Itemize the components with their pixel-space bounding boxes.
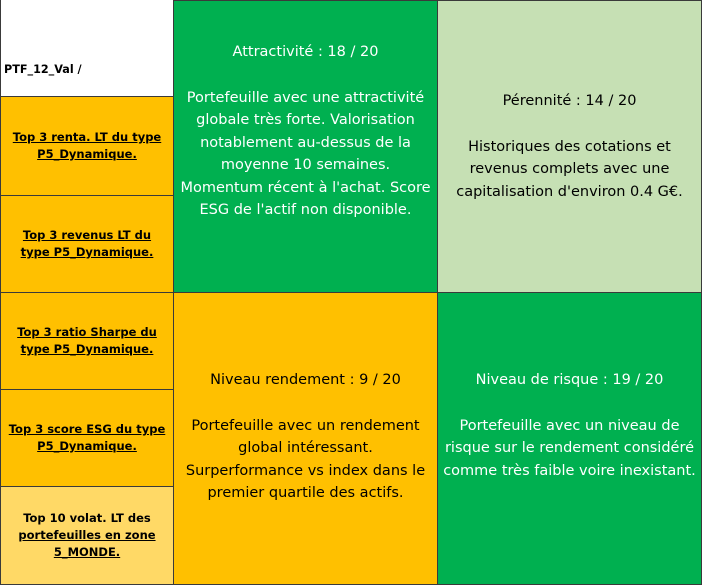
panel-risque [437,292,702,585]
panel-perennite-heading: Pérennité : 14 / 20 [502,93,637,109]
sidebar-item-label[interactable]: Top 3 renta. LT du type P5_Dynamique. [12,130,162,161]
sidebar-item-top10-volat[interactable] [0,486,174,585]
panel-risque-heading: Niveau de risque : 19 / 20 [475,372,664,388]
portfolio-title-line: PTF_12_Val / [4,63,82,77]
sidebar-item-top3-revenus[interactable] [0,195,174,293]
panel-perennite-description: Historiques des cotations et revenus complets avec une capitalisation d'environ 0.4 G€. [456,138,683,200]
portfolio-title-cell [0,0,174,97]
panel-rendement-description: Portefeuille avec un rendement global intéressant. Surperformance vs index dans le premier quartile des actifs. [185,417,426,501]
panel-rendement [173,292,438,585]
panel-rendement-heading: Niveau rendement : 9 / 20 [210,372,401,388]
sidebar-item-top3-renta[interactable] [0,96,174,196]
sidebar-item-top3-esg[interactable] [0,389,174,487]
sidebar-item-top3-sharpe[interactable] [0,292,174,390]
sidebar-item-label-prefix[interactable]: Top 10 volat. LT des [23,511,151,525]
sidebar-item-label[interactable] [7,510,167,561]
sidebar-item-label-link[interactable]: portefeuilles en zone 5_MONDE. [18,528,156,559]
panel-attractivite [173,0,438,293]
sidebar-item-label[interactable]: Top 3 ratio Sharpe du type P5_Dynamique. [17,325,157,356]
panel-attractivite-heading: Attractivité : 18 / 20 [232,44,379,60]
sidebar-item-label[interactable]: Top 3 revenus LT du type P5_Dynamique. [20,228,154,259]
panel-attractivite-description: Portefeuille avec une attractivité globale très forte. Valorisation notablement au-dessus de la moyenne 10 semaines. Momentum récent à l'achat. Score ESG de l'actif non disponible. [180,89,431,218]
panel-risque-description: Portefeuille avec un niveau de risque sur le rendement considéré comme très faible voire inexistant. [443,417,696,479]
panel-perennite [437,0,702,293]
sidebar-item-label[interactable]: Top 3 score ESG du type P5_Dynamique. [8,422,166,453]
